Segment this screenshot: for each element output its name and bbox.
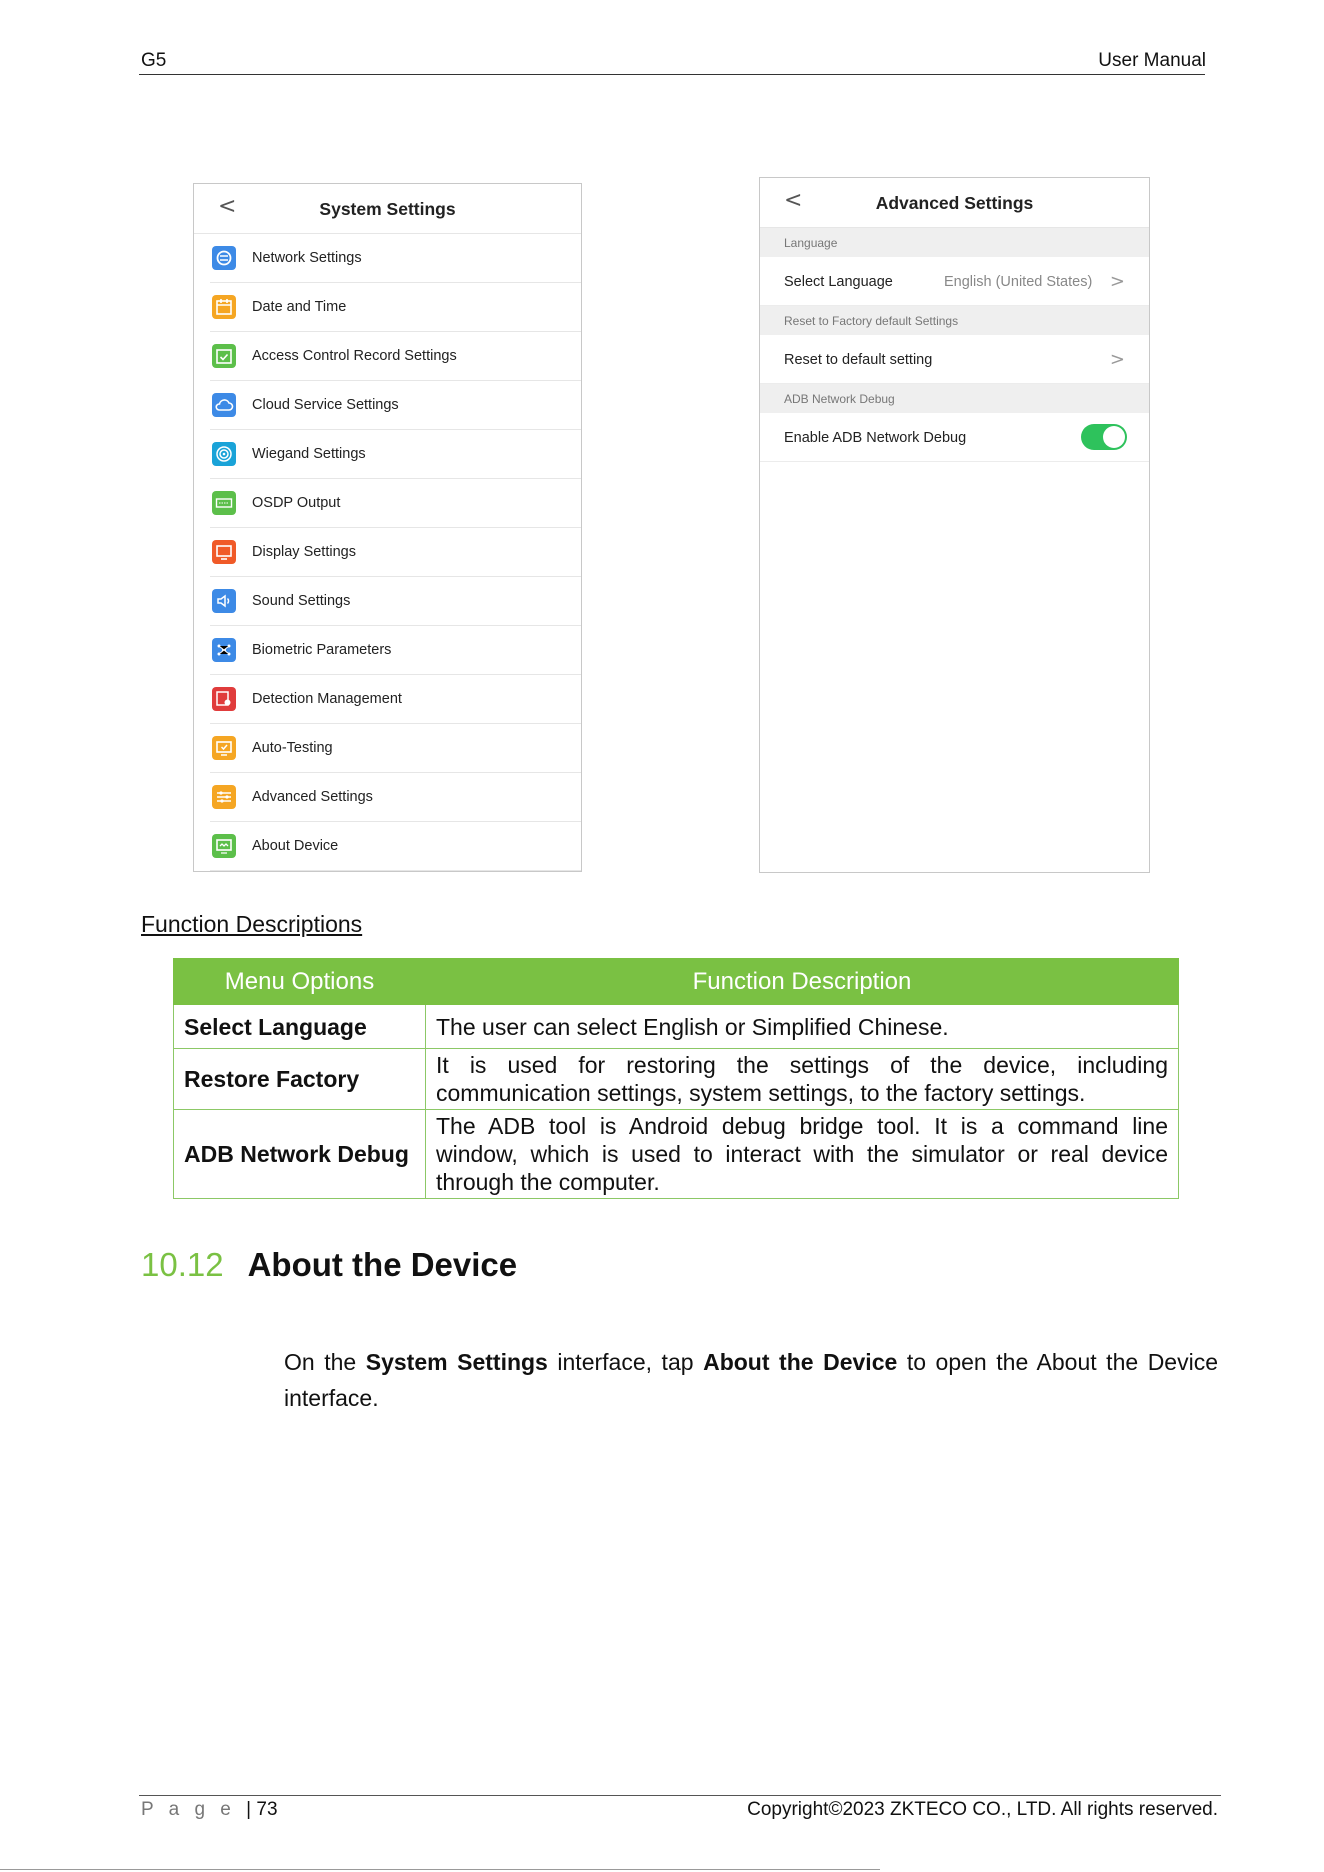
function-descriptions-table [173,958,1179,1199]
system-settings-item-label: About Device [252,838,339,854]
section-number: 10.12 [141,1246,224,1283]
section-reset: Reset to Factory default Settings [760,306,1149,335]
para-text: On the [284,1349,366,1375]
page-number: | 73 [246,1799,278,1820]
about-device-icon [212,834,236,858]
system-settings-item[interactable] [210,332,581,381]
network-icon [212,246,236,270]
table-row [174,1005,1179,1049]
system-settings-item-label: Date and Time [252,299,347,315]
system-settings-item-label: Access Control Record Settings [252,348,457,364]
adb-debug-label: Enable ADB Network Debug [784,430,967,446]
osdp-icon [212,491,236,515]
system-settings-item-label: Auto-Testing [252,740,333,756]
system-settings-item-label: Cloud Service Settings [252,397,399,413]
page-header-right: User Manual [1098,50,1206,71]
table-row [174,1049,1179,1110]
system-settings-item-label: OSDP Output [252,495,341,511]
select-language-label: Select Language [784,274,893,290]
para-bold-system-settings: System Settings [365,1349,548,1375]
function-description-cell: The user can select English or Simplified Chinese. [426,1005,1179,1049]
system-settings-item[interactable] [210,724,581,773]
system-settings-item[interactable] [210,479,581,528]
system-settings-titlebar [194,184,581,234]
system-settings-item[interactable] [210,283,581,332]
calendar-icon [212,295,236,319]
system-settings-item[interactable] [210,773,581,822]
cloud-icon [212,393,236,417]
system-settings-item-label: Detection Management [252,691,402,707]
system-settings-item[interactable] [210,675,581,724]
system-settings-item[interactable] [210,626,581,675]
detection-icon [212,687,236,711]
display-icon [212,540,236,564]
advanced-settings-screen [759,177,1150,873]
system-settings-screen [193,183,582,872]
reset-default-row[interactable] [760,335,1149,384]
para-text: interface, tap [547,1349,704,1375]
biometric-icon [212,638,236,662]
system-settings-item-label: Network Settings [252,250,362,266]
section-paragraph [284,1344,1218,1416]
bottom-rule [0,1869,880,1870]
column-header-description: Function Description [426,959,1179,1005]
wiegand-icon [212,442,236,466]
footer-copyright: Copyright©2023 ZKTECO CO., LTD. All rights reserved. [747,1799,1218,1820]
system-settings-item-label: Wiegand Settings [252,446,366,462]
footer-page [141,1799,278,1821]
section-heading [141,1246,517,1284]
adb-debug-row [760,413,1149,462]
record-icon [212,344,236,368]
function-description-cell: It is used for restoring the settings of the device, including communication settings, system settings, to the factory settings. [426,1049,1179,1110]
section-adb: ADB Network Debug [760,384,1149,413]
menu-option-cell: Select Language [174,1005,426,1049]
auto-testing-icon [212,736,236,760]
function-description-cell: The ADB tool is Android debug bridge tool. It is a command line window, which is used to interact with the simulator or real device through the computer. [426,1110,1179,1199]
advanced-settings-title: Advanced Settings [875,193,1034,213]
para-text: to open the About the Device interface. [284,1349,1218,1411]
advanced-settings-titlebar [760,178,1149,228]
select-language-value: English (United States) [944,274,1093,290]
toggle-knob [1103,426,1125,448]
page-header-left: G5 [141,50,167,71]
system-settings-item[interactable] [210,381,581,430]
adb-debug-toggle[interactable] [1081,424,1127,450]
function-descriptions-title: Function Descriptions [141,911,363,937]
para-bold-about-device: About the Device [703,1349,898,1375]
menu-option-cell: ADB Network Debug [174,1110,426,1199]
system-settings-item[interactable] [210,577,581,626]
sound-icon [212,589,236,613]
system-settings-title: System Settings [319,199,456,219]
system-settings-item[interactable] [210,234,581,283]
section-name: About the Device [247,1246,518,1283]
system-settings-item-label: Sound Settings [252,593,351,609]
select-language-row[interactable] [760,257,1149,306]
section-language: Language [760,228,1149,257]
reset-default-label: Reset to default setting [784,352,933,368]
system-settings-item[interactable] [210,822,581,871]
header-divider [139,74,1205,75]
chevron-right-icon: > [1109,349,1125,370]
table-row [174,1110,1179,1199]
page-label: P a g e [141,1799,236,1820]
column-header-options: Menu Options [174,959,426,1005]
system-settings-item[interactable] [210,528,581,577]
sliders-icon [212,785,236,809]
system-settings-item-label: Biometric Parameters [252,642,392,658]
system-settings-item-label: Advanced Settings [252,789,373,805]
back-arrow-icon[interactable]: < [218,194,237,219]
system-settings-menu [194,234,581,871]
chevron-right-icon: > [1109,271,1125,292]
footer-divider [139,1795,1221,1796]
table-header-row [174,959,1179,1005]
system-settings-item-label: Display Settings [252,544,356,560]
system-settings-item[interactable] [210,430,581,479]
back-arrow-icon[interactable]: < [784,188,803,213]
menu-option-cell: Restore Factory [174,1049,426,1110]
